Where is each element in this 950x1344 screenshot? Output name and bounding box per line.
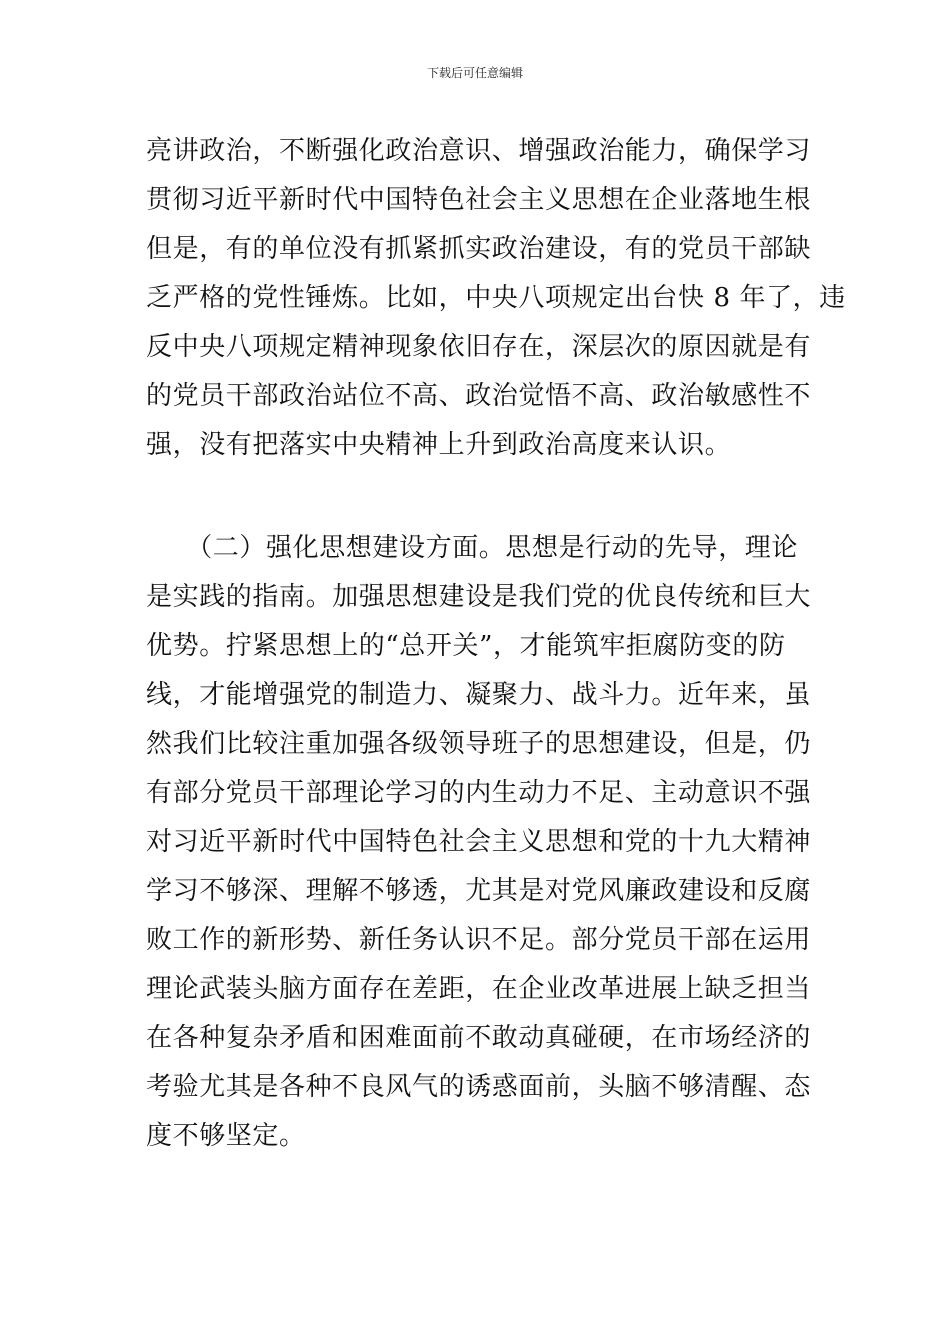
text-line: 贯彻习近平新时代中国特色社会主义思想在企业落地生根 bbox=[146, 185, 812, 215]
text-line: 在各种复杂矛盾和困难面前不敢动真碰硬，在市场经济的 bbox=[146, 1023, 812, 1053]
page-header: 下载后可任意编辑 bbox=[426, 66, 523, 80]
text-line: 对习近平新时代中国特色社会主义思想和党的十九大精神 bbox=[146, 827, 812, 857]
text-line: 败工作的新形势、新任务认识不足。部分党员干部在运用 bbox=[146, 925, 812, 955]
text-line: 优势。拧紧思想上的“总开关”，才能筑牢拒腐防变的防 bbox=[146, 631, 786, 661]
text-line: 亮讲政治，不断强化政治意识、增强政治能力，确保学习 bbox=[146, 136, 812, 166]
text-line: 强，没有把落实中央精神上升到政治高度来认识。 bbox=[146, 430, 732, 460]
text-line: 理论武装头脑方面存在差距，在企业改革进展上缺乏担当 bbox=[146, 974, 812, 1004]
text-line: 乏严格的党性锤炼。比如，中央八项规定出台快 8 年了，违 bbox=[146, 283, 846, 313]
text-line: 有部分党员干部理论学习的内生动力不足、主动意识不强 bbox=[146, 778, 812, 808]
text-line: 的党员干部政治站位不高、政治觉悟不高、政治敏感性不 bbox=[146, 381, 812, 411]
paragraph-political-construction bbox=[146, 127, 846, 470]
text-line: 是实践的指南。加强思想建设是我们党的优良传统和巨大 bbox=[146, 582, 812, 612]
text-line: 考验尤其是各种不良风气的诱惑面前，头脑不够清醒、态 bbox=[146, 1072, 812, 1102]
paragraph-ideological-construction bbox=[146, 524, 826, 1161]
text-line: （二）强化思想建设方面。思想是行动的先导，理论 bbox=[146, 533, 799, 563]
text-line: 学习不够深、理解不够透，尤其是对党风廉政建设和反腐 bbox=[146, 876, 812, 906]
text-line: 线，才能增强党的制造力、凝聚力、战斗力。近年来，虽 bbox=[146, 680, 812, 710]
text-line: 然我们比较注重加强各级领导班子的思想建设，但是，仍 bbox=[146, 729, 812, 759]
text-line: 度不够坚定。 bbox=[146, 1121, 306, 1151]
text-line: 但是，有的单位没有抓紧抓实政治建设，有的党员干部缺 bbox=[146, 234, 812, 264]
text-line: 反中央八项规定精神现象依旧存在，深层次的原因就是有 bbox=[146, 332, 812, 362]
